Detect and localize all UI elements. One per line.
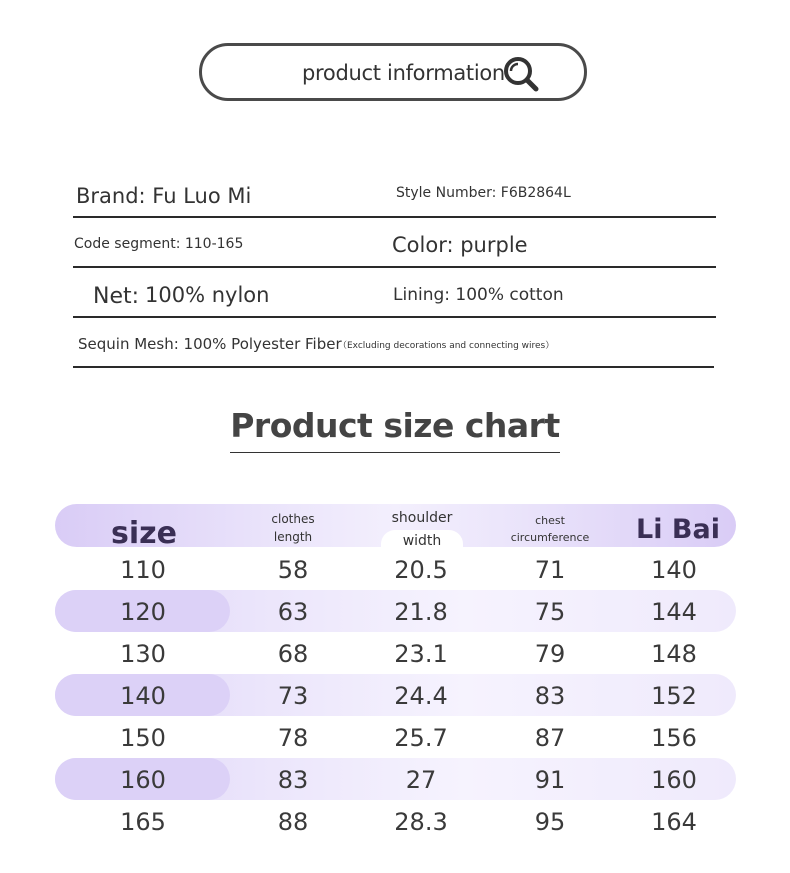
style-number-text: Style Number: F6B2864L — [396, 185, 571, 201]
search-label: product information — [302, 61, 505, 85]
divider — [73, 366, 714, 368]
color-text: Color: purple — [392, 233, 528, 257]
cell-li-bai: 144 — [651, 598, 697, 626]
cell-length: 73 — [277, 682, 309, 710]
header-size: size — [111, 516, 177, 551]
cell-chest: 83 — [534, 682, 566, 710]
header-clothes-length-line2: length — [273, 530, 313, 544]
divider — [73, 316, 716, 318]
header-shoulder-width: width — [402, 533, 442, 549]
cell-size: 150 — [120, 724, 166, 752]
search-icon[interactable] — [502, 55, 540, 93]
cell-size: 120 — [120, 598, 166, 626]
cell-chest: 87 — [534, 724, 566, 752]
header-clothes-length — [253, 510, 333, 546]
cell-chest: 75 — [534, 598, 566, 626]
divider — [73, 266, 716, 268]
table-row — [55, 632, 736, 674]
divider — [73, 216, 716, 218]
cell-shoulder: 28.3 — [394, 808, 448, 836]
cell-length: 58 — [277, 556, 309, 584]
cell-shoulder: 27 — [405, 766, 437, 794]
sequin-text: Sequin Mesh: 100% Polyester Fiber — [78, 335, 342, 353]
cell-size: 130 — [120, 640, 166, 668]
table-row — [55, 800, 736, 842]
brand-text: Brand: Fu Luo Mi — [76, 184, 252, 208]
cell-li-bai: 156 — [651, 724, 697, 752]
table-row — [55, 590, 736, 632]
cell-length: 63 — [277, 598, 309, 626]
header-li-bai: Li Bai — [636, 514, 720, 545]
cell-length: 88 — [277, 808, 309, 836]
cell-size: 110 — [120, 556, 166, 584]
header-chest-line2: circumference — [510, 531, 590, 544]
cell-length: 83 — [277, 766, 309, 794]
table-row — [55, 548, 736, 590]
header-shoulder: shoulder — [391, 510, 453, 526]
header-chest-line1: chest — [535, 514, 565, 527]
cell-li-bai: 152 — [651, 682, 697, 710]
header-clothes-length-line1: clothes — [271, 512, 315, 526]
cell-li-bai: 160 — [651, 766, 697, 794]
lining-text: Lining: 100% cotton — [393, 285, 564, 305]
cell-chest: 79 — [534, 640, 566, 668]
cell-shoulder: 24.4 — [394, 682, 448, 710]
cell-chest: 91 — [534, 766, 566, 794]
table-row — [55, 674, 736, 716]
cell-li-bai: 148 — [651, 640, 697, 668]
cell-chest: 71 — [534, 556, 566, 584]
table-row — [55, 716, 736, 758]
cell-length: 78 — [277, 724, 309, 752]
note-text: （Excluding decorations and connecting wires） — [338, 341, 555, 351]
code-segment-text: Code segment: 110-165 — [74, 236, 244, 252]
title-underline — [230, 452, 560, 453]
net-value: 100% nylon — [145, 283, 270, 307]
net-label: Net: — [93, 284, 140, 309]
cell-chest: 95 — [534, 808, 566, 836]
cell-li-bai: 140 — [651, 556, 697, 584]
cell-size: 165 — [120, 808, 166, 836]
header-chest — [500, 512, 600, 546]
cell-size: 160 — [120, 766, 166, 794]
cell-shoulder: 20.5 — [394, 556, 448, 584]
cell-size: 140 — [120, 682, 166, 710]
cell-li-bai: 164 — [651, 808, 697, 836]
cell-shoulder: 25.7 — [394, 724, 448, 752]
search-bar[interactable] — [199, 43, 587, 101]
cell-shoulder: 21.8 — [394, 598, 448, 626]
table-row — [55, 758, 736, 800]
cell-shoulder: 23.1 — [394, 640, 448, 668]
cell-length: 68 — [277, 640, 309, 668]
size-chart-title: Product size chart — [230, 406, 560, 445]
